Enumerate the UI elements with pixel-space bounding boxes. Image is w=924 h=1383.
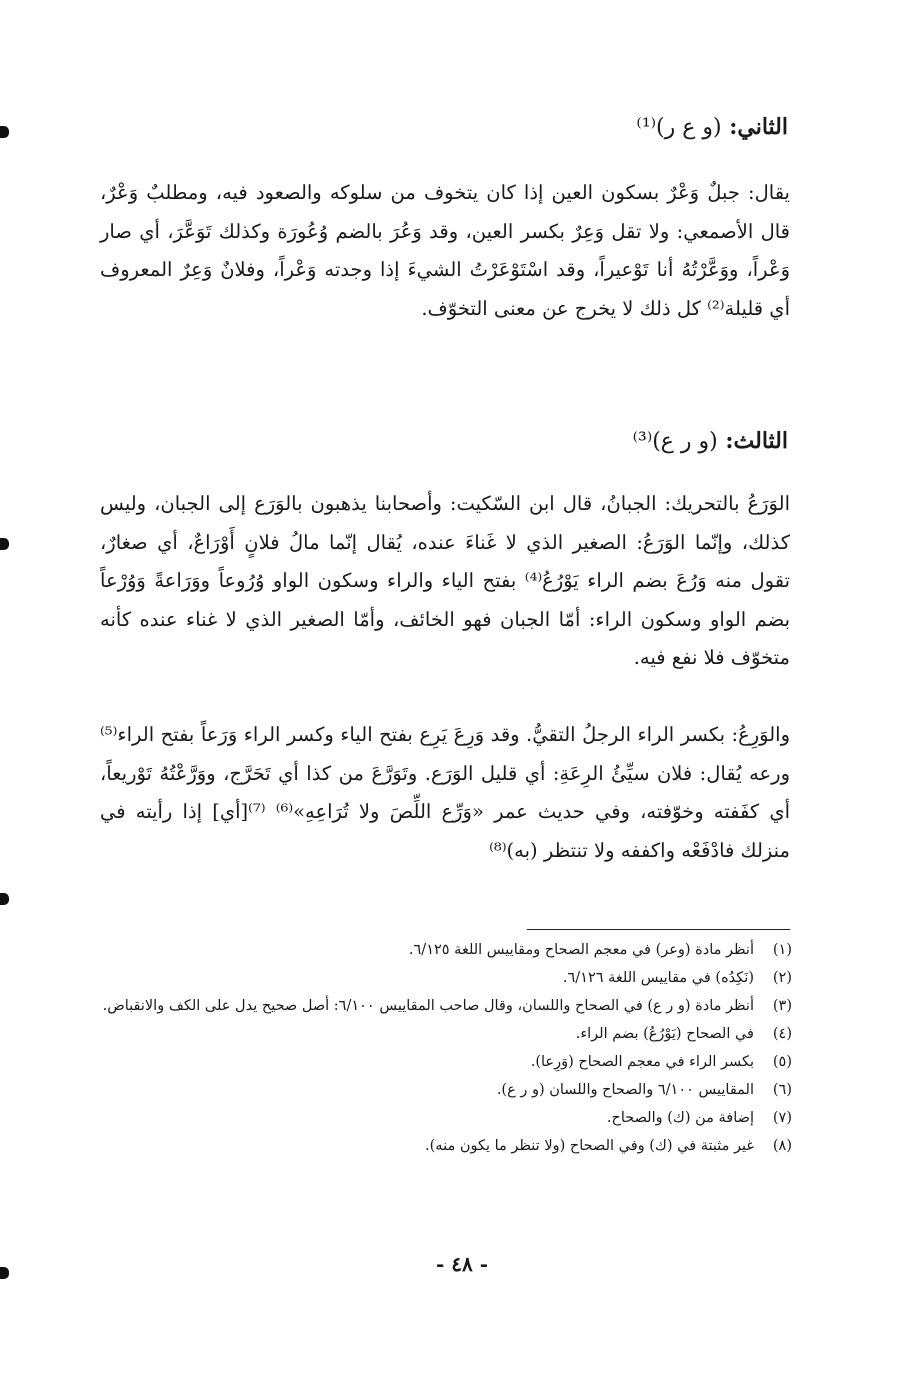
footnote-text: بكسر الراء في معجم الصحاح (وَرِعا).: [530, 1054, 754, 1070]
footnotes-list: [100, 936, 792, 1160]
heading-root: (و ع ر)⁽¹⁾: [636, 115, 722, 140]
footnote-number: (٨): [772, 1138, 792, 1154]
footnote-item: [100, 1020, 792, 1048]
paragraph: يقال: جبلٌ وَعْرٌ بسكون العين إذا كان يتخوف من سلوكه والصعود فيه، ومطلبٌ وَعْرٌ، قال الأصمعي: ولا تقل وَعِرٌ بكسر العين، وقد وَعُرَ بالضم وُعُورَة وكذلك تَوَعَّرَ، أي صار وَعْراً، ووَعَّرْتُهُ أنا تَوْعيراً، وقد اسْتَوْعَرْتُ الشيءَ إذا وجدته وَعْراً، وفلانٌ وَعِرٌ المعروف أي قليلة⁽²⁾ كل ذلك لا يخرج عن معنى التخوّف.: [100, 181, 790, 320]
footnote-item: [100, 936, 792, 964]
footnote-number: (٦): [772, 1082, 792, 1098]
footnote-number: (١): [772, 942, 792, 958]
footnote-number: (٧): [772, 1110, 792, 1126]
page-number: - ٤٨ -: [435, 1252, 488, 1276]
footnote-text: غير مثبتة في (ك) وفي الصحاح (ولا تنظر ما يكون منه).: [425, 1138, 754, 1154]
paragraph: الوَرَعُ بالتحريك: الجبانُ، قال ابن السّكيت: وأصحابنا يذهبون بالوَرَع إلى الجبان، وليس كذلك، وإنّما الوَرَعُ: الصغير الذي لا غَناءَ عنده، يُقال إنّما مالُ فلانٍ أَوْرَاعٌ، أي صغارٌ، تقول منه وَرُعَ بضم الراء يَوْرُعُ⁽⁴⁾ بفتح الياء والراء وسكون الواو وُرُوعاً ووَرَاعةً وَوُرْعاً بضم الواو وسكون الراء: أمّا الجبان فهو الخائف، وأمّا الصغير الذي لا غناء عنده كأنه متخوّف فلا نفع فيه.: [100, 492, 790, 669]
footnote-item: [100, 992, 792, 1020]
footnote-item: [100, 1104, 792, 1132]
footnote-item: [100, 1076, 792, 1104]
footnote-text: المقاييس ٦/١٠٠ والصحاح واللسان (و ر ع).: [496, 1082, 754, 1098]
footnote-text: أنظر مادة (و ر ع) في الصحاح واللسان، وقال صاحب المقاييس ٦/١٠٠: أصل صحيح يدل على الكف والانقباض.: [102, 998, 754, 1014]
footnote-item: [100, 1048, 792, 1076]
footnote-text: في الصحاح (يَوْرُعُ) بضم الراء.: [575, 1026, 754, 1042]
scan-edge-mark: [0, 893, 9, 905]
footnote-number: (٤): [772, 1026, 792, 1042]
footnote-item: [100, 1132, 792, 1160]
scan-edge-mark: [0, 1267, 9, 1279]
section-third-body-1: [100, 485, 790, 678]
footnote-text: أنظر مادة (وعر) في معجم الصحاح ومقاييس اللغة ٦/١٢٥.: [408, 942, 754, 958]
heading-root: (و ر ع)⁽³⁾: [632, 429, 718, 454]
footnote-divider: [527, 929, 790, 930]
section-third-body-2: [100, 716, 790, 870]
scan-edge-mark: [0, 126, 9, 138]
paragraph: والوَرِعُ: بكسر الراء الرجلُ التقيُّ. وقد وَرِعَ يَرِع بفتح الياء وكسر الراء وَرَعاً بفتح الراء⁽⁵⁾ ورعه يُقال: فلان سيِّئُ الرِعَةِ: أي قليل الوَرَع. وتَوَرَّعَ من كذا أي تَحَرَّج، ووَرَّعْتُهُ تَوْريعاً، أي كفَفته وخوّفته، وفي حديث عمر «وَرِّع اللِّصَ ولا تُرَاعِهِ»⁽⁶⁾ ⁽⁷⁾[أي] إذا رأيته في منزلك فادْفَعْه واكففه ولا تنتظر (به)⁽⁸⁾: [100, 723, 790, 862]
heading-label: الثاني:: [721, 114, 788, 140]
footnote-item: [100, 964, 792, 992]
footnote-number: (٣): [772, 998, 792, 1014]
section-second-body: [100, 174, 790, 328]
section-heading-third: [633, 428, 788, 454]
heading-label: الثالث:: [717, 428, 788, 454]
footnote-text: (نَكِدُه) في مقاييس اللغة ٦/١٢٦.: [562, 970, 754, 986]
footnote-number: (٢): [772, 970, 792, 986]
footnote-number: (٥): [772, 1054, 792, 1070]
section-heading-second: [636, 114, 788, 140]
scan-edge-mark: [0, 538, 9, 550]
footnote-text: إضافة من (ك) والصحاح.: [606, 1110, 754, 1126]
